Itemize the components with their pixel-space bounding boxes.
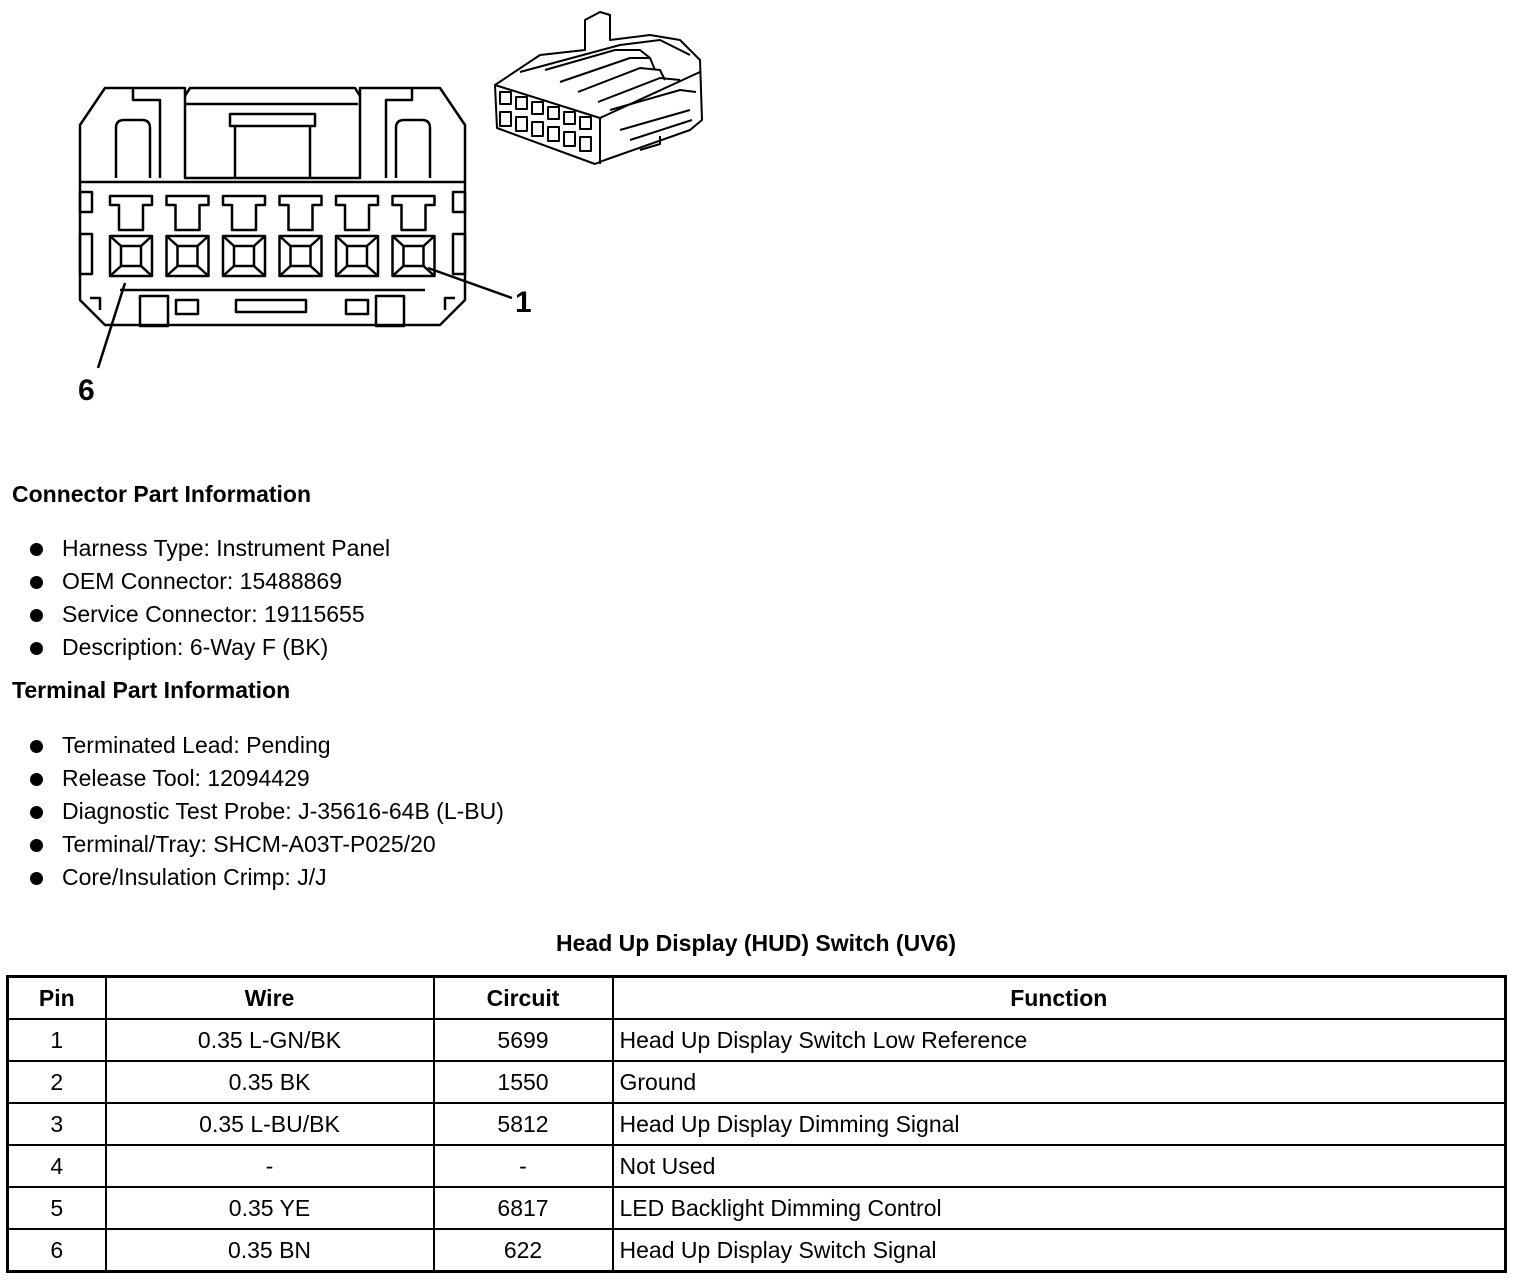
table-row (8, 1145, 1506, 1187)
connector-part-information-heading: Connector Part Information (12, 481, 312, 507)
cell-function: Ground (613, 1061, 1506, 1103)
iso-cavity-bottom (548, 127, 559, 141)
cell-pin: 4 (8, 1145, 106, 1187)
cell-wire: 0.35 L-GN/BK (106, 1019, 434, 1061)
cell-pin: 2 (8, 1061, 106, 1103)
cell-circuit: 1550 (434, 1061, 613, 1103)
terminal-latch (167, 196, 209, 230)
terminal-cavity (393, 236, 435, 276)
table-row (8, 1061, 1506, 1103)
table-row (8, 1229, 1506, 1272)
header-pin: Pin (8, 977, 106, 1020)
iso-cavity-bottom (580, 137, 591, 151)
pin-1-leader (428, 268, 512, 298)
terminal-latch (336, 196, 378, 230)
list-item: Description: 6-Way F (BK) (30, 631, 390, 664)
cell-pin: 1 (8, 1019, 106, 1061)
table-row (8, 1103, 1506, 1145)
cell-circuit: 5812 (434, 1103, 613, 1145)
cell-circuit: - (434, 1145, 613, 1187)
terminal-latch (393, 196, 435, 230)
cell-function: Head Up Display Switch Low Reference (613, 1019, 1506, 1061)
iso-cavity-bottom (500, 112, 511, 126)
header-wire: Wire (106, 977, 434, 1020)
terminal-part-information-heading: Terminal Part Information (12, 677, 291, 703)
table-header-row (8, 977, 1506, 1020)
pin-1-label: 1 (515, 286, 532, 319)
terminal-part-information-list (30, 729, 504, 894)
cell-wire: 0.35 BK (106, 1061, 434, 1103)
list-item: Terminated Lead: Pending (30, 729, 504, 762)
terminal-cavity (280, 236, 322, 276)
pin-table (6, 975, 1507, 1273)
iso-cavity-bottom (564, 132, 575, 146)
header-circuit: Circuit (434, 977, 613, 1020)
cell-function: LED Backlight Dimming Control (613, 1187, 1506, 1229)
list-item: Diagnostic Test Probe: J-35616-64B (L-BU) (30, 795, 504, 828)
table-row (8, 1019, 1506, 1061)
connector-part-information-list (30, 532, 390, 664)
cell-wire: 0.35 BN (106, 1229, 434, 1272)
connector-isometric-view (495, 12, 702, 164)
list-item: Core/Insulation Crimp: J/J (30, 861, 504, 894)
iso-cavity-top (580, 117, 591, 129)
header-function: Function (613, 977, 1506, 1020)
iso-cavity-bottom (516, 117, 527, 131)
cell-circuit: 6817 (434, 1187, 613, 1229)
terminal-latch (280, 196, 322, 230)
iso-cavity-top (516, 97, 527, 109)
terminal-latch (223, 196, 265, 230)
cell-circuit: 5699 (434, 1019, 613, 1061)
list-item: OEM Connector: 15488869 (30, 565, 390, 598)
list-item: Service Connector: 19115655 (30, 598, 390, 631)
cell-pin: 3 (8, 1103, 106, 1145)
terminal-cavity (223, 236, 265, 276)
terminal-latch (110, 196, 152, 230)
connector-diagram (0, 0, 720, 420)
cell-wire: - (106, 1145, 434, 1187)
iso-cavity-top (548, 107, 559, 119)
terminal-cavity (110, 236, 152, 276)
pin-table-title: Head Up Display (HUD) Switch (UV6) (556, 930, 956, 956)
cell-wire: 0.35 YE (106, 1187, 434, 1229)
iso-cavity-bottom (532, 122, 543, 136)
iso-cavity-top (500, 92, 511, 104)
cell-circuit: 622 (434, 1229, 613, 1272)
list-item: Harness Type: Instrument Panel (30, 532, 390, 565)
cell-pin: 5 (8, 1187, 106, 1229)
table-row (8, 1187, 1506, 1229)
terminal-cavity (167, 236, 209, 276)
pin-6-label: 6 (78, 374, 95, 407)
cell-function: Head Up Display Switch Signal (613, 1229, 1506, 1272)
iso-cavity-top (532, 102, 543, 114)
cell-wire: 0.35 L-BU/BK (106, 1103, 434, 1145)
cell-pin: 6 (8, 1229, 106, 1272)
iso-cavity-top (564, 112, 575, 124)
cell-function: Not Used (613, 1145, 1506, 1187)
list-item: Terminal/Tray: SHCM-A03T-P025/20 (30, 828, 504, 861)
terminal-cavity (336, 236, 378, 276)
list-item: Release Tool: 12094429 (30, 762, 504, 795)
cell-function: Head Up Display Dimming Signal (613, 1103, 1506, 1145)
connector-face-view (80, 88, 512, 368)
